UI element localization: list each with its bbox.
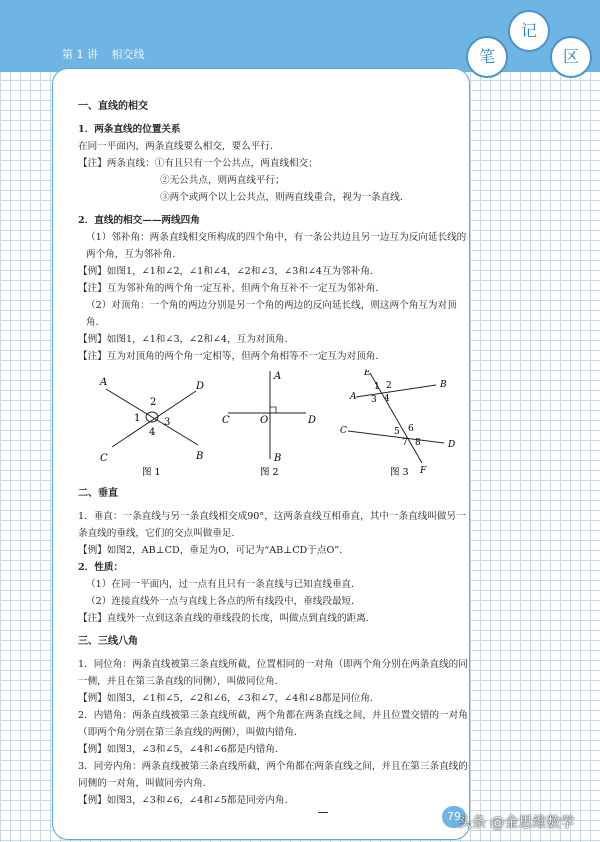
- section-1-title: 一、直线的相交: [78, 101, 148, 112]
- note-badge-3: 区: [550, 36, 592, 78]
- fig3-label-A: A: [350, 392, 357, 402]
- figures-row: [78, 369, 468, 479]
- lesson-number: 第 1 讲: [62, 48, 98, 61]
- section-1-1-title: 1．两条直线的位置关系: [78, 124, 181, 135]
- example-1: 【例】如图1，∠1和∠2，∠1和∠4，∠2和∠3，∠3和∠4互为邻补角．: [78, 266, 380, 277]
- figure-2: [218, 369, 328, 479]
- fig3-label-C: C: [340, 426, 347, 436]
- fig1-label-1: 1: [134, 413, 141, 424]
- fig1-label-B: B: [196, 451, 204, 462]
- text-perpendicular: 1．垂直：一条直线与另一条直线相交成90°，这两条直线互相垂直，其中一条直线叫做另一条直线的垂线，它们的交点叫做垂足．: [78, 511, 466, 539]
- figure-3: [340, 369, 460, 479]
- property-2: （2）连接直线外一点与直线上各点的所有线段中，垂线段最短．: [86, 596, 361, 607]
- fig3-label-D: D: [448, 440, 456, 450]
- fig1-label-D: D: [196, 381, 205, 392]
- lesson-title: 相交线: [111, 48, 145, 61]
- fig3-label-5: 5: [394, 427, 400, 437]
- note-1-1c: ③两个或两个以上公共点，则两直线重合，视为一条直线．: [160, 192, 410, 203]
- text-corresponding-angles: 1．同位角：两条直线被第三条直线所截，位置相同的一对角（即两个角分别在两条直线的同一侧，并且在第三条直线的同侧），叫做同位角．: [78, 659, 468, 687]
- fig2-label-C: C: [222, 415, 230, 426]
- text-co-interior-angles: 3．同旁内角：两条直线被第三条直线所截，两个角都在两条直线之间，并且在第三条直线的同侧的一对角，叫做同旁内角．: [78, 761, 468, 789]
- footer-dash: [318, 812, 328, 813]
- fig1-label-A: A: [100, 377, 108, 388]
- lesson-label: [62, 46, 155, 62]
- note-4: 【注】直线外一点到这条直线的垂线段的长度，叫做点到直线的距离．: [78, 613, 376, 624]
- text-alternate-angles: 2．内错角：两条直线被第三条直线所截，两个角都在两条直线之间，并且位置交错的一对角（即两个角分别在第三条直线的两侧），叫做内错角．: [78, 710, 468, 738]
- example-4: 【例】如图3，∠1和∠5，∠2和∠6，∠3和∠7，∠4和∠8都是同位角．: [78, 693, 380, 704]
- fig3-label-2: 2: [386, 381, 392, 391]
- fig3-label-3: 3: [371, 395, 377, 405]
- section-2-2-title: 2．性质：: [78, 562, 124, 573]
- fig2-label-O: O: [260, 415, 269, 426]
- section-3-title: 三、三线八角: [78, 636, 138, 647]
- text-adjacent-supplementary: （1）邻补角：两条直线相交所构成的四个角中，有一条公共边且另一边互为反向延长线的两个角，互为邻补角．: [86, 232, 467, 260]
- example-2: 【例】如图1，∠1和∠3，∠2和∠4，互为对顶角．: [78, 334, 295, 345]
- fig3-label-6: 6: [408, 424, 414, 434]
- fig1-label-3: 3: [164, 417, 171, 428]
- section-2-title: 二、垂直: [78, 488, 118, 499]
- fig3-label-8: 8: [415, 438, 421, 448]
- section-1-2-title: 2．直线的相交——两线四角: [78, 215, 200, 226]
- fig2-label-B: B: [274, 453, 282, 464]
- fig3-label-4: 4: [384, 394, 390, 404]
- note-1-1b: ②无公共点，则两直线平行；: [160, 175, 285, 186]
- fig3-label-F: F: [420, 466, 427, 476]
- fig3-label-E: E: [364, 369, 371, 378]
- note-badge-2: 记: [508, 10, 550, 52]
- note-2: 【注】互为邻补角的两个角一定互补，但两个角互补不一定互为邻补角．: [78, 283, 385, 294]
- fig2-caption: 图 2: [260, 467, 279, 478]
- fig3-caption: 图 3: [390, 467, 409, 478]
- note-badge-1: 笔: [466, 36, 508, 78]
- text-vertical-angles: （2）对顶角：一个角的两边分别是另一个角的两边的反向延长线，则这两个角互为对顶角．: [86, 300, 457, 328]
- fig1-label-C: C: [100, 453, 108, 464]
- fig1-label-2: 2: [150, 397, 157, 408]
- example-6: 【例】如图3，∠3和∠6，∠4和∠5都是同旁内角．: [78, 795, 295, 806]
- example-3: 【例】如图2，AB⊥CD，垂足为O，可记为“AB⊥CD于点O”．: [78, 545, 349, 556]
- example-5: 【例】如图3，∠3和∠5，∠4和∠6都是内错角．: [78, 744, 285, 755]
- fig3-label-B: B: [440, 380, 447, 390]
- page-number: 79: [442, 806, 466, 828]
- note-3: 【注】互为对顶角的两个角一定相等，但两个角相等不一定互为对顶角．: [78, 351, 385, 362]
- watermark: 头条 @金思维数学: [458, 815, 575, 831]
- property-1: （1）在同一平面内，过一点有且只有一条直线与已知直线垂直．: [86, 579, 361, 590]
- fig1-label-4: 4: [149, 427, 156, 438]
- figure-1: [86, 369, 206, 479]
- main-content: [78, 98, 468, 809]
- text-1-1: 在同一平面内，两条直线要么相交，要么平行．: [78, 141, 280, 152]
- note-1-1: 【注】两条直线：①有且只有一个公共点，两直线相交；: [78, 158, 318, 169]
- fig3-label-7: 7: [402, 438, 408, 448]
- fig1-caption: 图 1: [142, 467, 161, 478]
- fig2-label-D: D: [308, 415, 317, 426]
- fig3-label-1: 1: [374, 382, 380, 392]
- fig2-label-A: A: [274, 371, 282, 382]
